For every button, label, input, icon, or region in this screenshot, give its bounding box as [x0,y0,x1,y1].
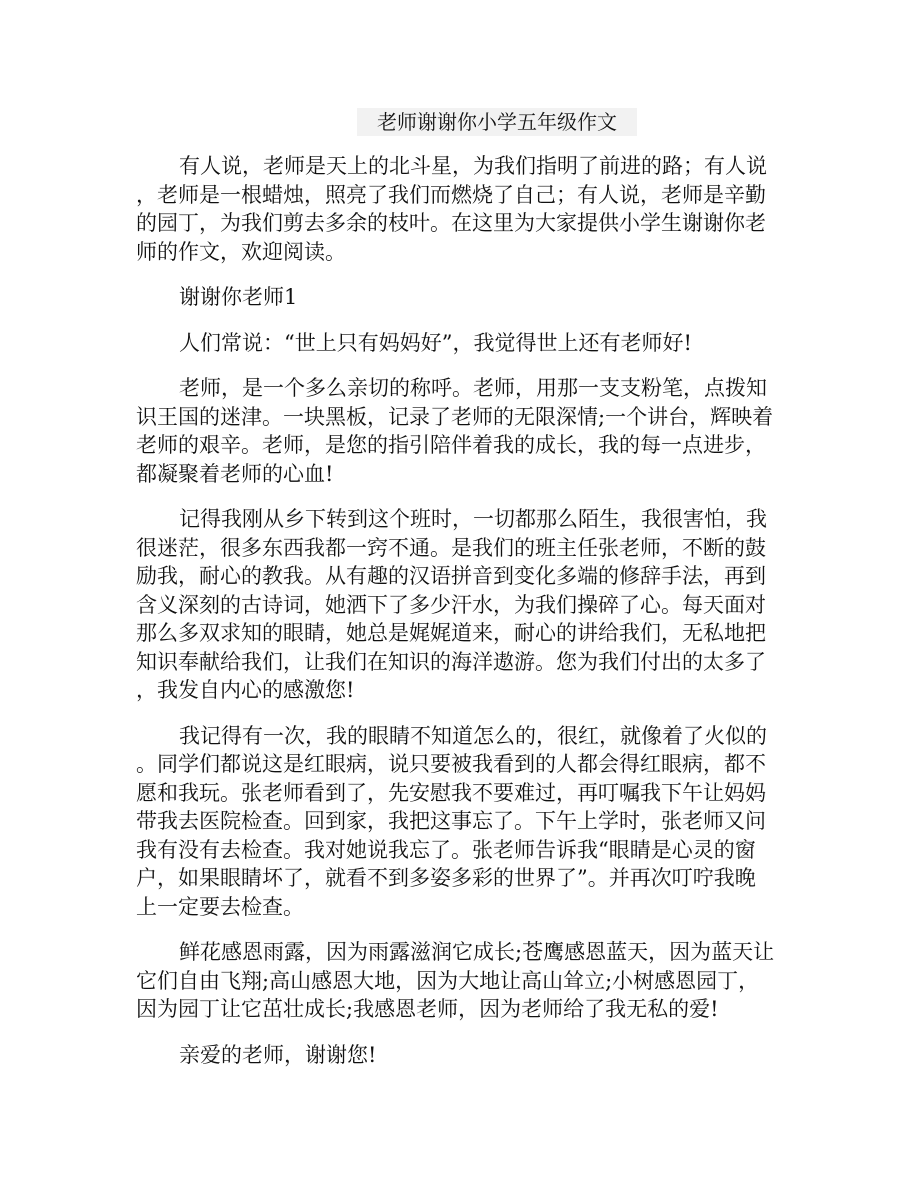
text-line: 识王国的迷津。一块黑板，记录了老师的无限深情;一个讲台，辉映着 [136,404,774,429]
text-line: 师的作文，欢迎阅读。 [136,239,346,264]
text-line: 户，如果眼睛坏了，就看不到多姿多彩的世界了”。并再次叮咛我晚 [136,866,756,890]
text-line: 记得我刚从乡下转到这个班时，一切都那么陌生，我很害怕，我 [179,507,767,531]
text-line: 。同学们都说这是红眼病，说只要被我看到的人都会得红眼病，都不 [136,752,766,776]
paragraph [136,152,796,266]
text-line: 老师的艰辛。老师，是您的指引陪伴着我的成长，我的每一点进步， [136,433,766,457]
paragraph [136,722,796,922]
text-line: 我有没有去检查。我对她说我忘了。张老师告诉我“眼睛是心灵的窗 [136,837,756,862]
text-line: 上一定要去检查。 [136,894,304,919]
text-line: 因为园丁让它茁壮成长;我感恩老师，因为老师给了我无私的爱! [136,997,719,1021]
text-line: 愿和我玩。张老师看到了，先安慰我不要难过，再叮嘱我下午让妈妈 [136,780,766,805]
text-line: 谢谢你老师1 [179,285,298,309]
text-line: 含义深刻的古诗词，她洒下了多少汗水，为我们操碎了心。每天面对 [136,592,766,617]
paragraph [136,329,796,358]
text-line: 都凝聚着老师的心血! [136,461,334,486]
document-title: 老师谢谢你小学五年级作文 [357,108,637,136]
text-line: 鲜花感恩雨露，因为雨露滋润它成长;苍鹰感恩蓝天，因为蓝天让 [179,940,775,964]
text-line: 知识奉献给我们，让我们在知识的海洋遨游。您为我们付出的太多了 [136,649,766,674]
text-line: 的园丁，为我们剪去多余的枝叶。在这里为大家提供小学生谢谢你老 [136,211,766,235]
text-line: 老师，是一个多么亲切的称呼。老师，用那一支支粉笔，点拨知 [179,376,767,400]
text-line: 有人说，老师是天上的北斗星，为我们指明了前进的路；有人说 [179,154,767,178]
text-line: 很迷茫，很多东西我都一窍不通。是我们的班主任张老师，不断的鼓 [136,535,766,560]
section-heading [136,283,796,312]
paragraph [136,505,796,705]
paragraph [136,938,796,1024]
paragraph [136,1041,796,1070]
text-line: 那么多双求知的眼睛，她总是娓娓道来，耐心的讲给我们，无私地把 [136,621,766,645]
text-line: 带我去医院检查。回到家，我把这事忘了。下午上学时，张老师又问 [136,809,766,833]
text-line: 它们自由飞翔;高山感恩大地，因为大地让高山耸立;小树感恩园丁， [136,968,760,993]
text-line: ，老师是一根蜡烛，照亮了我们而燃烧了自己；有人说，老师是辛勤 [136,182,766,207]
text-line: 亲爱的老师，谢谢您! [179,1042,377,1067]
text-line: 人们常说：“世上只有妈妈好”，我觉得世上还有老师好! [179,330,692,355]
text-line: 励我，耐心的教我。从有趣的汉语拼音到变化多端的修辞手法，再到 [136,564,766,588]
document-body [136,152,796,1086]
text-line: ，我发自内心的感激您! [136,678,355,702]
text-line: 我记得有一次，我的眼睛不知道怎么的，很红，就像着了火似的 [179,723,767,748]
paragraph [136,374,796,488]
